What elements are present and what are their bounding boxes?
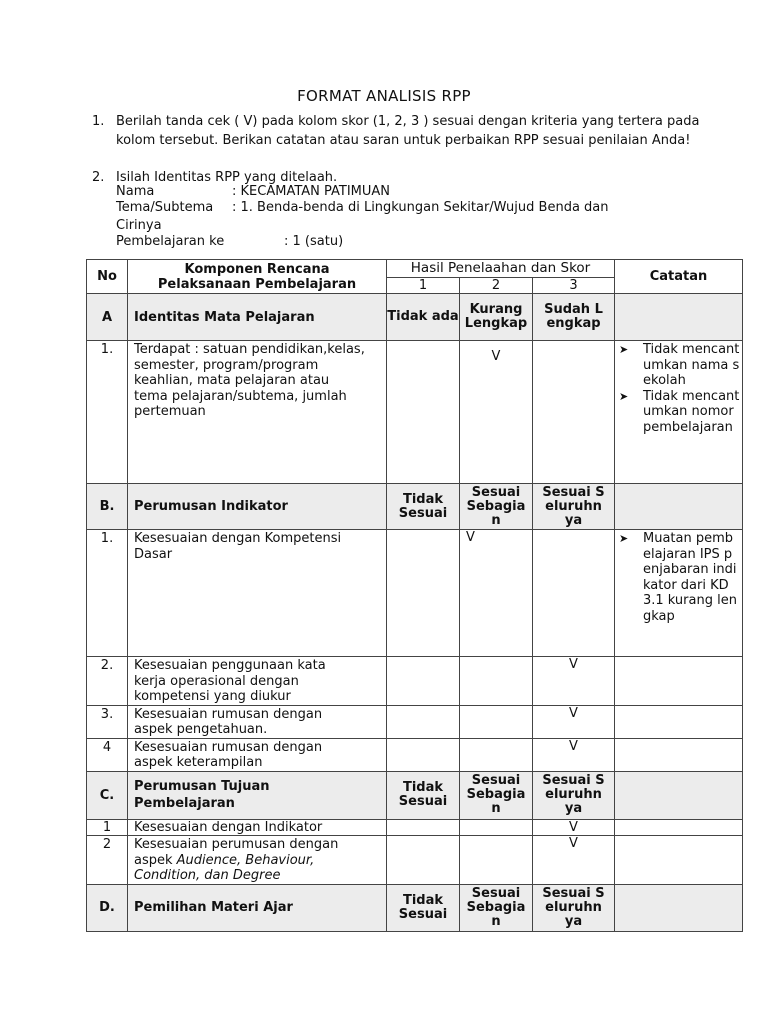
table-row [87,836,743,885]
section-label: A [87,294,128,341]
notes-cell [615,819,743,836]
row-text: Kesesuaian dengan Indikator [128,819,387,836]
score-1-cell [387,657,460,706]
header-score-1: 1 [387,278,460,294]
score-3-cell: V [533,705,615,738]
notes-cell [615,657,743,706]
section-label: C. [87,771,128,819]
section-title: Perumusan Tujuan Pembelajaran [128,771,387,819]
identity-nama [116,184,390,200]
option-3: Sesuai Seluruhnya [533,771,615,819]
section-notes [615,771,743,819]
section-notes [615,484,743,530]
section-c-row [87,771,743,819]
score-3-cell: V [533,657,615,706]
header-komponen: Komponen Rencana Pelaksanaan Pembelajaran [128,260,387,294]
option-3: Sudah Lengkap [533,294,615,341]
section-notes [615,884,743,931]
note-item: ➤ Tidak mencantumkan nama sekolah [619,342,740,388]
table-header-row [87,260,743,278]
identity-tema [116,200,609,216]
score-1-cell [387,341,460,484]
identity-pembelajaran [116,234,343,250]
document-title: FORMAT ANALISIS RPP [297,87,471,105]
arrow-bullet-icon: ➤ [619,389,629,403]
row-number: 2. [87,657,128,706]
header-score-2: 2 [460,278,533,294]
note-item: ➤ Muatan pembelajaran IPS penjabaran indikator dari KD 3.1 kurang lengkap [619,531,737,624]
nama-label: Nama [116,184,155,199]
section-notes [615,294,743,341]
row-text: Kesesuaian perumusan dengan aspek Audience, Behaviour, Condition, dan Degree [128,836,387,885]
notes-cell [615,836,743,885]
section-title: Identitas Mata Pelajaran [128,294,387,341]
score-2-cell [460,705,533,738]
section-title: Pemilihan Materi Ajar [128,884,387,931]
header-catatan: Catatan [615,260,743,294]
table-row [87,657,743,706]
score-3-cell: V [533,836,615,885]
row-text: Kesesuaian penggunaan kata kerja operasional dengan kompetensi yang diukur [128,657,387,706]
instruction-number: 1. [92,114,105,129]
score-1-cell [387,819,460,836]
option-3: Sesuai Seluruhnya [533,484,615,530]
section-label: D. [87,884,128,931]
score-3-cell: V [533,738,615,771]
row-number: 2 [87,836,128,885]
table-row [87,705,743,738]
arrow-bullet-icon: ➤ [619,532,629,545]
score-2-cell [460,836,533,885]
header-score-3: 3 [533,278,615,294]
note-item: ➤ Tidak mencantumkan nomor pembelajaran [619,388,740,435]
score-3-cell [533,341,615,484]
section-title: Perumusan Indikator [128,484,387,530]
tema-label: Tema/Subtema [116,200,214,215]
option-1: Tidak Sesuai [387,884,460,931]
table-row [87,738,743,771]
nama-value: : KECAMATAN PATIMUAN [232,184,391,199]
notes-cell [615,341,743,484]
arrow-bullet-icon: ➤ [619,343,629,356]
option-2: Sesuai Sebagian [460,884,533,931]
notes-cell [615,530,743,657]
header-hasil: Hasil Penelaahan dan Skor [387,260,615,278]
row-number: 1. [87,530,128,657]
score-2-cell [460,738,533,771]
option-1: Tidak ada [387,294,460,341]
row-text: Kesesuaian rumusan dengan aspek keterampilan [128,738,387,771]
option-2: Sesuai Sebagian [460,484,533,530]
option-2: Kurang Lengkap [460,294,533,341]
score-1-cell [387,738,460,771]
section-label: B. [87,484,128,530]
table-row [87,819,743,836]
score-2-cell: V [460,530,533,657]
header-no: No [87,260,128,294]
option-3: Sesuai Seluruhnya [533,884,615,931]
option-1: Tidak Sesuai [387,771,460,819]
identity-tema-cont: Cirinya [116,218,162,233]
table-row [87,530,743,657]
score-2-cell [460,657,533,706]
row-number: 3. [87,705,128,738]
score-3-cell [533,530,615,657]
abcd-terms: Audience, Behaviour, Condition, dan Degree [134,852,315,883]
score-1-cell [387,836,460,885]
row-number: 1. [87,341,128,484]
row-text: Terdapat : satuan pendidikan,kelas, semester, program/program keahlian, mata pelajaran atau tema pelajaran/subtema, jumlah pertemuan [128,341,387,484]
row-text: Kesesuaian rumusan dengan aspek pengetahuan. [128,705,387,738]
row-text: Kesesuaian dengan Kompetensi Dasar [128,530,387,657]
section-a-row [87,294,743,341]
tema-value: : 1. Benda-benda di Lingkungan Sekitar/Wujud Benda dan [232,200,609,215]
instruction-text: Berilah tanda cek ( V) pada kolom skor (1, 2, 3 ) sesuai dengan kriteria yang tertera pada kolom tersebut. Berikan catatan atau saran untuk perbaikan RPP sesuai penilaian Anda! [116,114,700,148]
instruction-number: 2. [92,170,105,185]
notes-cell [615,738,743,771]
option-1: Tidak Sesuai [387,484,460,530]
pembelajaran-label: Pembelajaran ke [116,234,225,249]
section-b-row [87,484,743,530]
row-number: 1 [87,819,128,836]
row-number: 4 [87,738,128,771]
score-2-cell [460,819,533,836]
rpp-analysis-table [86,259,743,932]
instruction-text: Isilah Identitas RPP yang ditelaah. [116,170,338,185]
score-3-cell: V [533,819,615,836]
score-2-cell: V [460,341,533,484]
option-2: Sesuai Sebagian [460,771,533,819]
pembelajaran-value: : 1 (satu) [284,234,344,249]
table-row [87,341,743,484]
notes-cell [615,705,743,738]
score-1-cell [387,705,460,738]
section-d-row [87,884,743,931]
score-1-cell [387,530,460,657]
